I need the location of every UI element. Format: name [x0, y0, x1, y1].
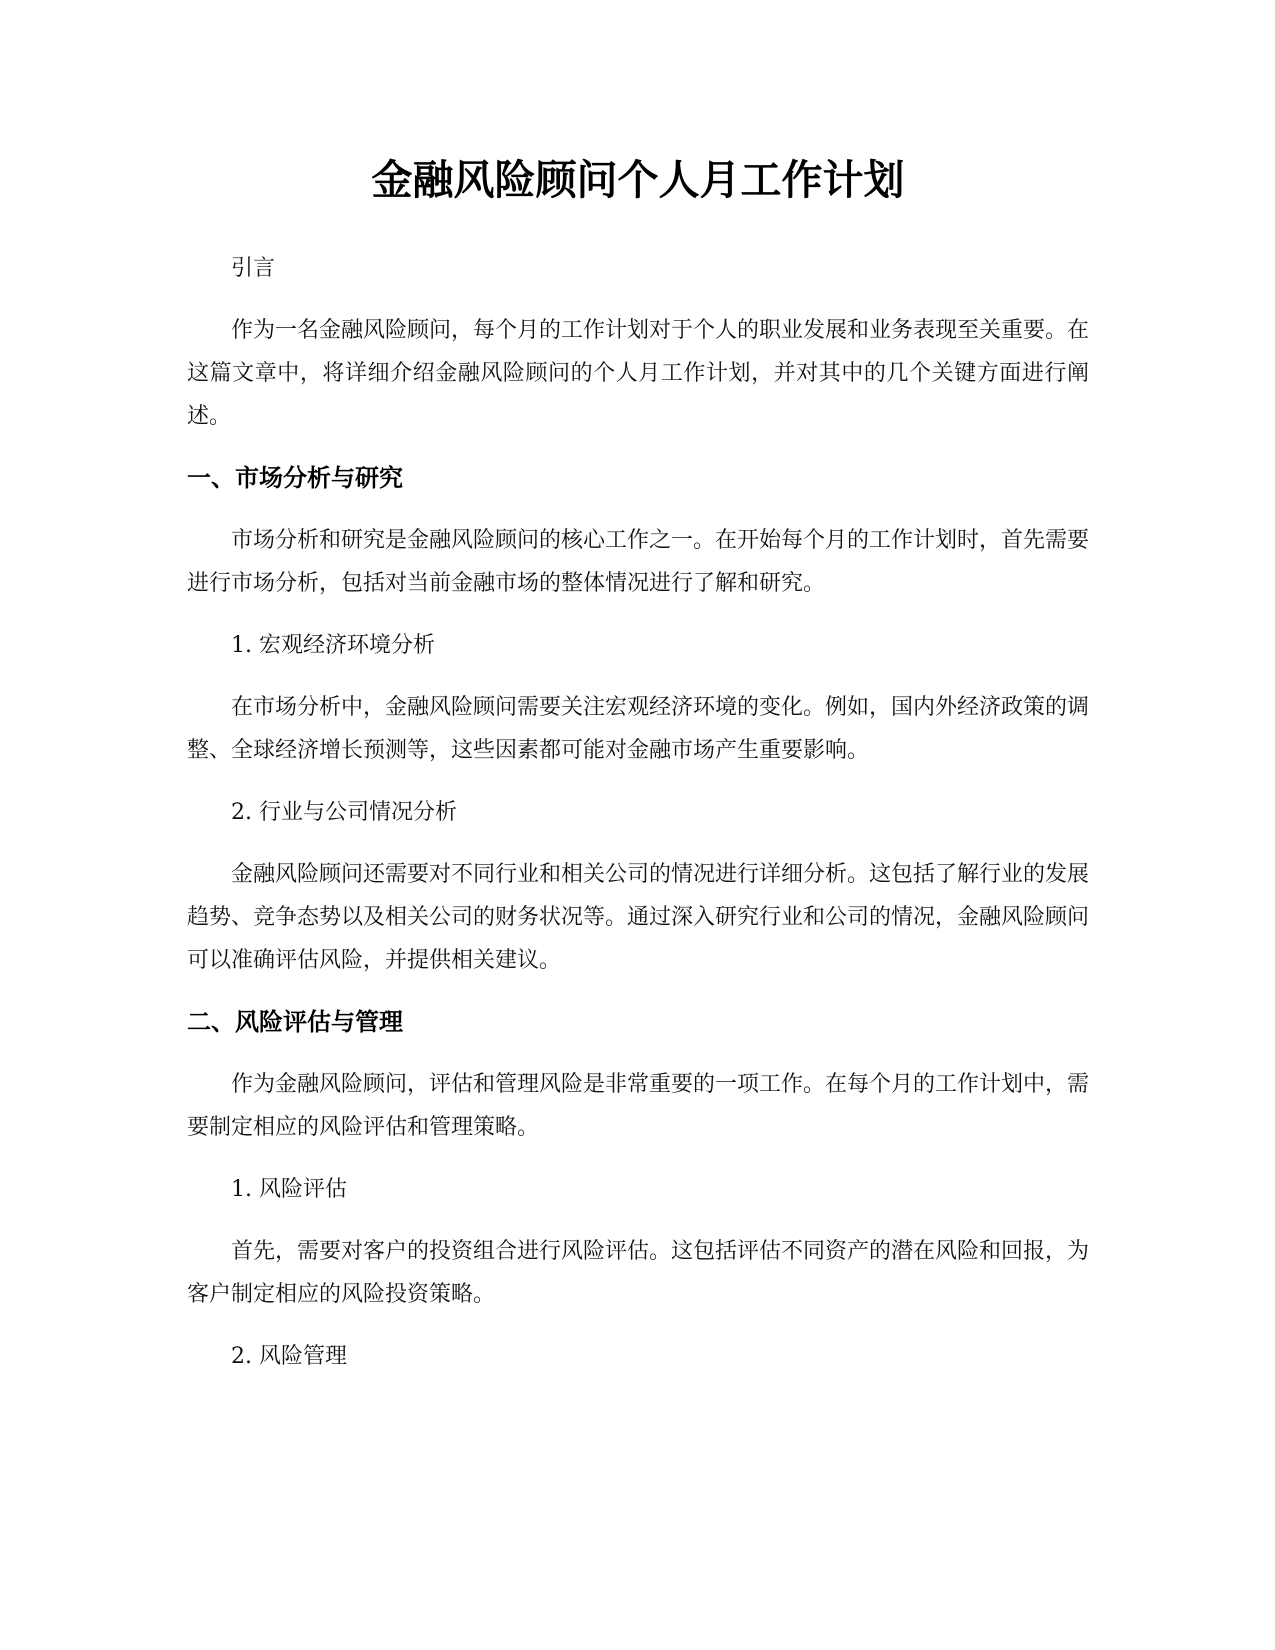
section-heading-risk-management: 二、风险评估与管理	[187, 1008, 403, 1036]
subheading-macro-economy: 1. 宏观经济环境分析	[231, 633, 435, 658]
intro-paragraph: 作为一名金融风险顾问，每个月的工作计划对于个人的职业发展和业务表现至关重要。在这篇文章中，将详细介绍金融风险顾问的个人月工作计划，并对其中的几个关键方面进行阐述。	[187, 318, 1090, 429]
risk-assessment-paragraph: 首先，需要对客户的投资组合进行风险评估。这包括评估不同资产的潜在风险和回报，为客户制定相应的风险投资策略。	[187, 1239, 1090, 1307]
industry-company-paragraph: 金融风险顾问还需要对不同行业和相关公司的情况进行详细分析。这包括了解行业的发展趋势、竞争态势以及相关公司的财务状况等。通过深入研究行业和公司的情况，金融风险顾问可以准确评估风险，并提供相关建议。	[187, 862, 1090, 973]
subheading-risk-control: 2. 风险管理	[231, 1344, 347, 1369]
document-title: 金融风险顾问个人月工作计划	[371, 156, 905, 204]
subheading-risk-assessment: 1. 风险评估	[231, 1177, 347, 1202]
market-analysis-paragraph: 市场分析和研究是金融风险顾问的核心工作之一。在开始每个月的工作计划时，首先需要进行市场分析，包括对当前金融市场的整体情况进行了解和研究。	[187, 528, 1090, 596]
document-body	[187, 150, 1089, 1397]
subheading-industry-company: 2. 行业与公司情况分析	[231, 800, 457, 825]
section-heading-market-analysis: 一、市场分析与研究	[187, 464, 403, 492]
macro-economy-paragraph: 在市场分析中，金融风险顾问需要关注宏观经济环境的变化。例如，国内外经济政策的调整、全球经济增长预测等，这些因素都可能对金融市场产生重要影响。	[187, 695, 1090, 763]
risk-management-paragraph: 作为金融风险顾问，评估和管理风险是非常重要的一项工作。在每个月的工作计划中，需要制定相应的风险评估和管理策略。	[187, 1072, 1090, 1140]
intro-heading: 引言	[231, 256, 276, 281]
